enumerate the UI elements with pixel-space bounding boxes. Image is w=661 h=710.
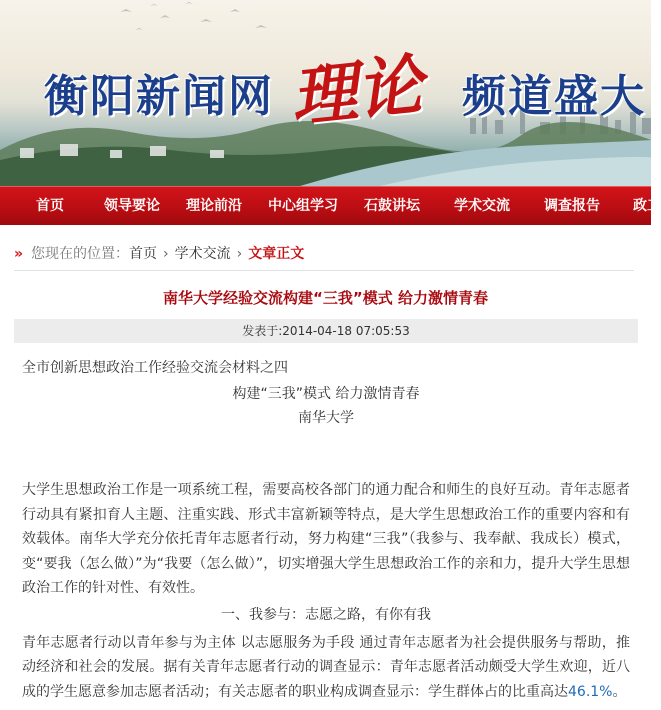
double-chevron-icon: » xyxy=(14,246,24,262)
banner-title-right: 频道盛大 xyxy=(462,71,646,122)
highlight-percent: 46.1% xyxy=(568,683,613,700)
breadcrumb-current: 文章正文 xyxy=(248,246,305,262)
paragraph-1: 大学生思想政治工作是一项系统工程，需要高校各部门的通力配合和师生的良好互动。青年志愿者行动具有紧扣育人主题、注重实践、形式丰富新颖等特点，是大学生思想政治工作的重要内容和有效载体。南华大学充分依托青年志愿者行动，努力构建“三我”（我参与、我奉献、我成长）模式，变“要我（怎么做）”为“我要（怎么做）”，切实增强大学生思想政治工作的亲和力，提升大学生思想政治工作的针对性、有效性。 xyxy=(22,482,630,597)
article-subtitle: 构建“三我”模式 给力激情青春 xyxy=(232,386,420,402)
site-banner xyxy=(0,0,651,186)
breadcrumb xyxy=(14,238,634,271)
nav-item-theory-frontier[interactable]: 理论前沿 xyxy=(186,198,242,214)
nav-item-study-group[interactable]: 中心组学习 xyxy=(268,198,338,214)
nav-item-leaders[interactable]: 领导要论 xyxy=(104,198,160,214)
main-nav xyxy=(0,186,661,225)
intro-line: 全市创新思想政治工作经验交流会材料之四 xyxy=(22,360,288,376)
nav-item-shigu-forum[interactable]: 石鼓讲坛 xyxy=(364,198,420,214)
banner-title-left: 衡阳新闻网 xyxy=(44,71,274,122)
paragraph-2 xyxy=(22,631,630,705)
article-body xyxy=(22,356,630,704)
article-author: 南华大学 xyxy=(298,410,354,426)
paragraph-2-tail: 。 xyxy=(612,683,627,700)
article-title: 南华大学经验交流构建“三我”模式 给力激情青春 xyxy=(163,289,488,307)
breadcrumb-section[interactable]: 学术交流 xyxy=(174,246,231,262)
breadcrumb-label: 您现在的位置： xyxy=(31,246,130,262)
breadcrumb-home[interactable]: 首页 xyxy=(129,246,158,262)
breadcrumb-separator: › xyxy=(236,246,243,262)
nav-item-reports[interactable]: 调查报告 xyxy=(544,198,600,214)
section-heading: 一、我参与：志愿之路，有你有我 xyxy=(221,606,431,623)
paragraph-2-text: 青年志愿者行动以青年参与为主体 以志愿服务为手段 通过青年志愿者为社会提供服务与帮助，推动经济和社会的发展。据有关青年志愿者行动的调查显示：青年志愿者活动颇受大学生欢迎，近八成的学生愿意参加志愿者活动；有关志愿者的职业构成调查显示：学生群体占的比重高达 xyxy=(22,634,630,700)
breadcrumb-separator: › xyxy=(163,246,169,262)
spacer xyxy=(22,430,630,478)
nav-item-home[interactable]: 首页 xyxy=(36,198,64,214)
publish-date: 发表于:2014-04-18 07:05:53 xyxy=(14,319,638,343)
banner-calligraphy: 理论 xyxy=(286,45,427,137)
nav-item-political[interactable]: 政工 xyxy=(633,198,661,214)
nav-item-academic[interactable]: 学术交流 xyxy=(454,198,510,214)
